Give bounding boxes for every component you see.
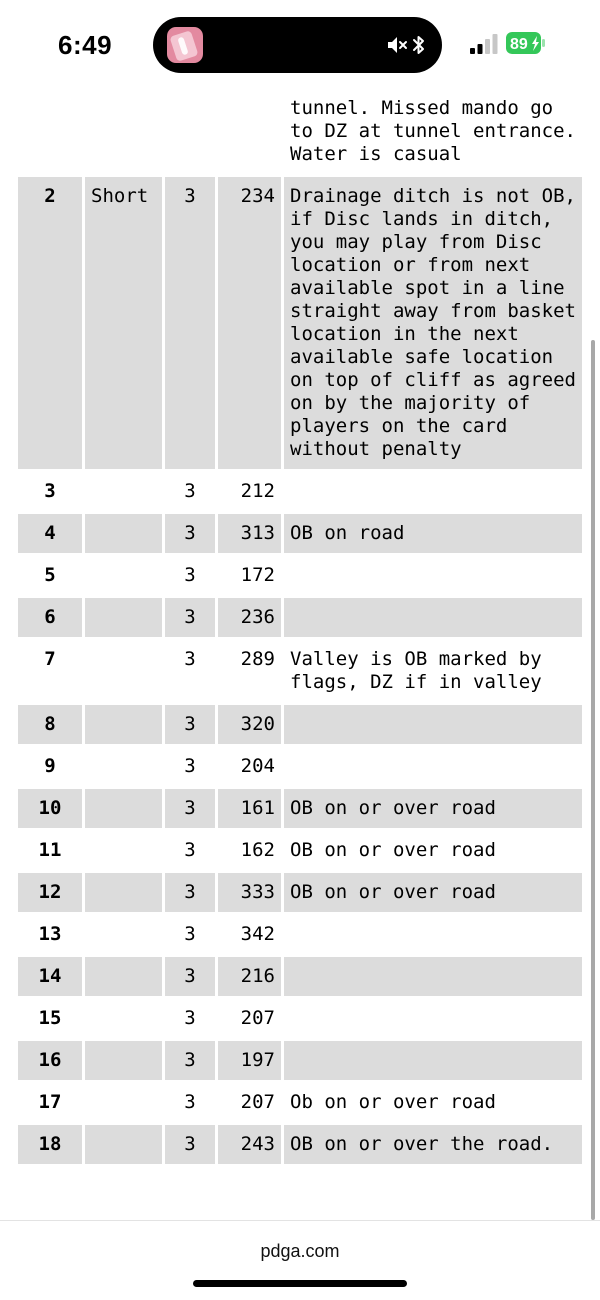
par-cell: 3: [184, 648, 196, 670]
table-row: [18, 514, 582, 553]
distance-cell: 333: [218, 873, 281, 912]
hole-number-cell: 4: [18, 514, 82, 553]
scrollbar-thumb[interactable]: [591, 340, 595, 1220]
distance-cell: 207: [240, 1091, 275, 1113]
hole-number-cell: 18: [18, 1125, 82, 1164]
notes-cell: OB on or over the road.: [284, 1125, 582, 1164]
distance-cell: 212: [240, 480, 275, 502]
url-label[interactable]: pdga.com: [260, 1241, 340, 1261]
mute-speaker-icon: [386, 34, 408, 56]
notes-cell: OB on or over road: [290, 839, 496, 861]
notes-cell: [284, 957, 582, 996]
notes-cell: tunnel. Missed mando go to DZ at tunnel entrance. Water is casual: [290, 97, 576, 165]
tee-cell: [85, 705, 162, 744]
notes-cell: [284, 747, 582, 786]
table-row: [18, 640, 582, 702]
par-cell: 3: [165, 177, 215, 469]
hole-number-cell: 10: [18, 789, 82, 828]
distance-cell: 216: [218, 957, 281, 996]
distance-cell: [218, 89, 281, 174]
hole-number-cell: 6: [18, 598, 82, 637]
hole-number-cell: 17: [38, 1091, 62, 1113]
notes-cell: OB on road: [284, 514, 582, 553]
notes-cell: Valley is OB marked by flags, DZ if in valley: [290, 648, 542, 693]
distance-cell: 162: [240, 839, 275, 861]
distance-cell: 289: [240, 648, 275, 670]
table-row: [18, 1041, 582, 1080]
distance-cell: 234: [218, 177, 281, 469]
tee-cell: [85, 873, 162, 912]
distance-cell: 236: [218, 598, 281, 637]
table-row: [18, 177, 582, 469]
tee-cell: [85, 999, 162, 1038]
table-row: [18, 89, 582, 174]
hole-number-cell: 8: [18, 705, 82, 744]
notes-cell: [284, 598, 582, 637]
tee-cell: [85, 472, 162, 511]
distance-cell: 342: [240, 923, 275, 945]
table-row: [18, 957, 582, 996]
tee-cell: [85, 514, 162, 553]
notes-cell: OB on or over road: [284, 789, 582, 828]
battery-percent: 89: [510, 36, 528, 53]
par-cell: 3: [184, 1091, 196, 1113]
table-row: [18, 789, 582, 828]
par-cell: 3: [184, 480, 196, 502]
par-cell: 3: [165, 705, 215, 744]
table-row: [18, 556, 582, 595]
tee-cell: [85, 1083, 162, 1122]
tee-cell: [85, 831, 162, 870]
hole-number-cell: 14: [18, 957, 82, 996]
par-cell: 3: [184, 839, 196, 861]
table-row: [18, 1083, 582, 1122]
tee-cell: [85, 1125, 162, 1164]
par-cell: 3: [184, 923, 196, 945]
distance-cell: 243: [218, 1125, 281, 1164]
distance-cell: 204: [240, 755, 275, 777]
tee-cell: [85, 640, 162, 702]
hole-number-cell: 7: [44, 648, 56, 670]
notes-cell: [284, 999, 582, 1038]
distance-cell: 320: [218, 705, 281, 744]
par-cell: 3: [184, 755, 196, 777]
table-row: [18, 598, 582, 637]
battery-icon: [506, 32, 546, 54]
hole-number-cell: 3: [44, 480, 56, 502]
hole-number-cell: 11: [38, 839, 62, 861]
distance-cell: 313: [218, 514, 281, 553]
hole-number-cell: 13: [38, 923, 62, 945]
par-cell: 3: [184, 564, 196, 586]
tee-cell: [85, 747, 162, 786]
hole-rules-table: [15, 86, 585, 1167]
notes-cell: [284, 705, 582, 744]
hole-rules-table-body: [18, 89, 582, 1164]
notes-cell: [284, 556, 582, 595]
tee-cell: [85, 598, 162, 637]
notes-cell: [284, 915, 582, 954]
par-cell: 3: [165, 598, 215, 637]
status-bar: [0, 0, 600, 90]
tee-cell: [85, 957, 162, 996]
distance-cell: 172: [240, 564, 275, 586]
notes-cell: [284, 1041, 582, 1080]
distance-cell: 197: [218, 1041, 281, 1080]
island-status-icons: [386, 33, 426, 57]
hole-number-cell: [18, 89, 82, 174]
now-playing-app-icon[interactable]: [167, 27, 203, 63]
bluetooth-icon: [412, 34, 426, 56]
hole-number-cell: 16: [18, 1041, 82, 1080]
dynamic-island[interactable]: [153, 17, 442, 73]
table-row: [18, 1125, 582, 1164]
tee-cell: [85, 556, 162, 595]
table-row: [18, 472, 582, 511]
hole-number-cell: 12: [18, 873, 82, 912]
par-cell: 3: [165, 1041, 215, 1080]
tee-cell: [85, 1041, 162, 1080]
notes-cell: [284, 472, 582, 511]
table-row: [18, 915, 582, 954]
cellular-signal-icon: [470, 34, 498, 54]
tee-cell: [85, 789, 162, 828]
par-cell: 3: [165, 1125, 215, 1164]
par-cell: 3: [165, 873, 215, 912]
distance-cell: 161: [218, 789, 281, 828]
distance-cell: 207: [240, 1007, 275, 1029]
hole-number-cell: 2: [18, 177, 82, 469]
table-row: [18, 705, 582, 744]
home-indicator[interactable]: [193, 1280, 407, 1287]
table-row: [18, 873, 582, 912]
tee-cell: [85, 915, 162, 954]
notes-cell: Ob on or over road: [290, 1091, 496, 1113]
tee-cell: [85, 89, 162, 174]
status-time: 6:49: [58, 30, 113, 60]
par-cell: [165, 89, 215, 174]
notes-cell: Drainage ditch is not OB, if Disc lands in ditch, you may play from Disc location or from next available spot in a line straight away from basket location in the next available safe location on top of cliff as agreed on by the majority of players on the card without penalty: [284, 177, 582, 469]
table-row: [18, 831, 582, 870]
hole-number-cell: 9: [44, 755, 56, 777]
notes-cell: OB on or over road: [284, 873, 582, 912]
par-cell: 3: [165, 514, 215, 553]
par-cell: 3: [165, 957, 215, 996]
tee-cell: Short: [85, 177, 162, 469]
table-row: [18, 747, 582, 786]
par-cell: 3: [165, 789, 215, 828]
hole-number-cell: 15: [38, 1007, 62, 1029]
hole-number-cell: 5: [44, 564, 56, 586]
browser-address-bar[interactable]: [0, 1220, 600, 1300]
table-row: [18, 999, 582, 1038]
par-cell: 3: [184, 1007, 196, 1029]
